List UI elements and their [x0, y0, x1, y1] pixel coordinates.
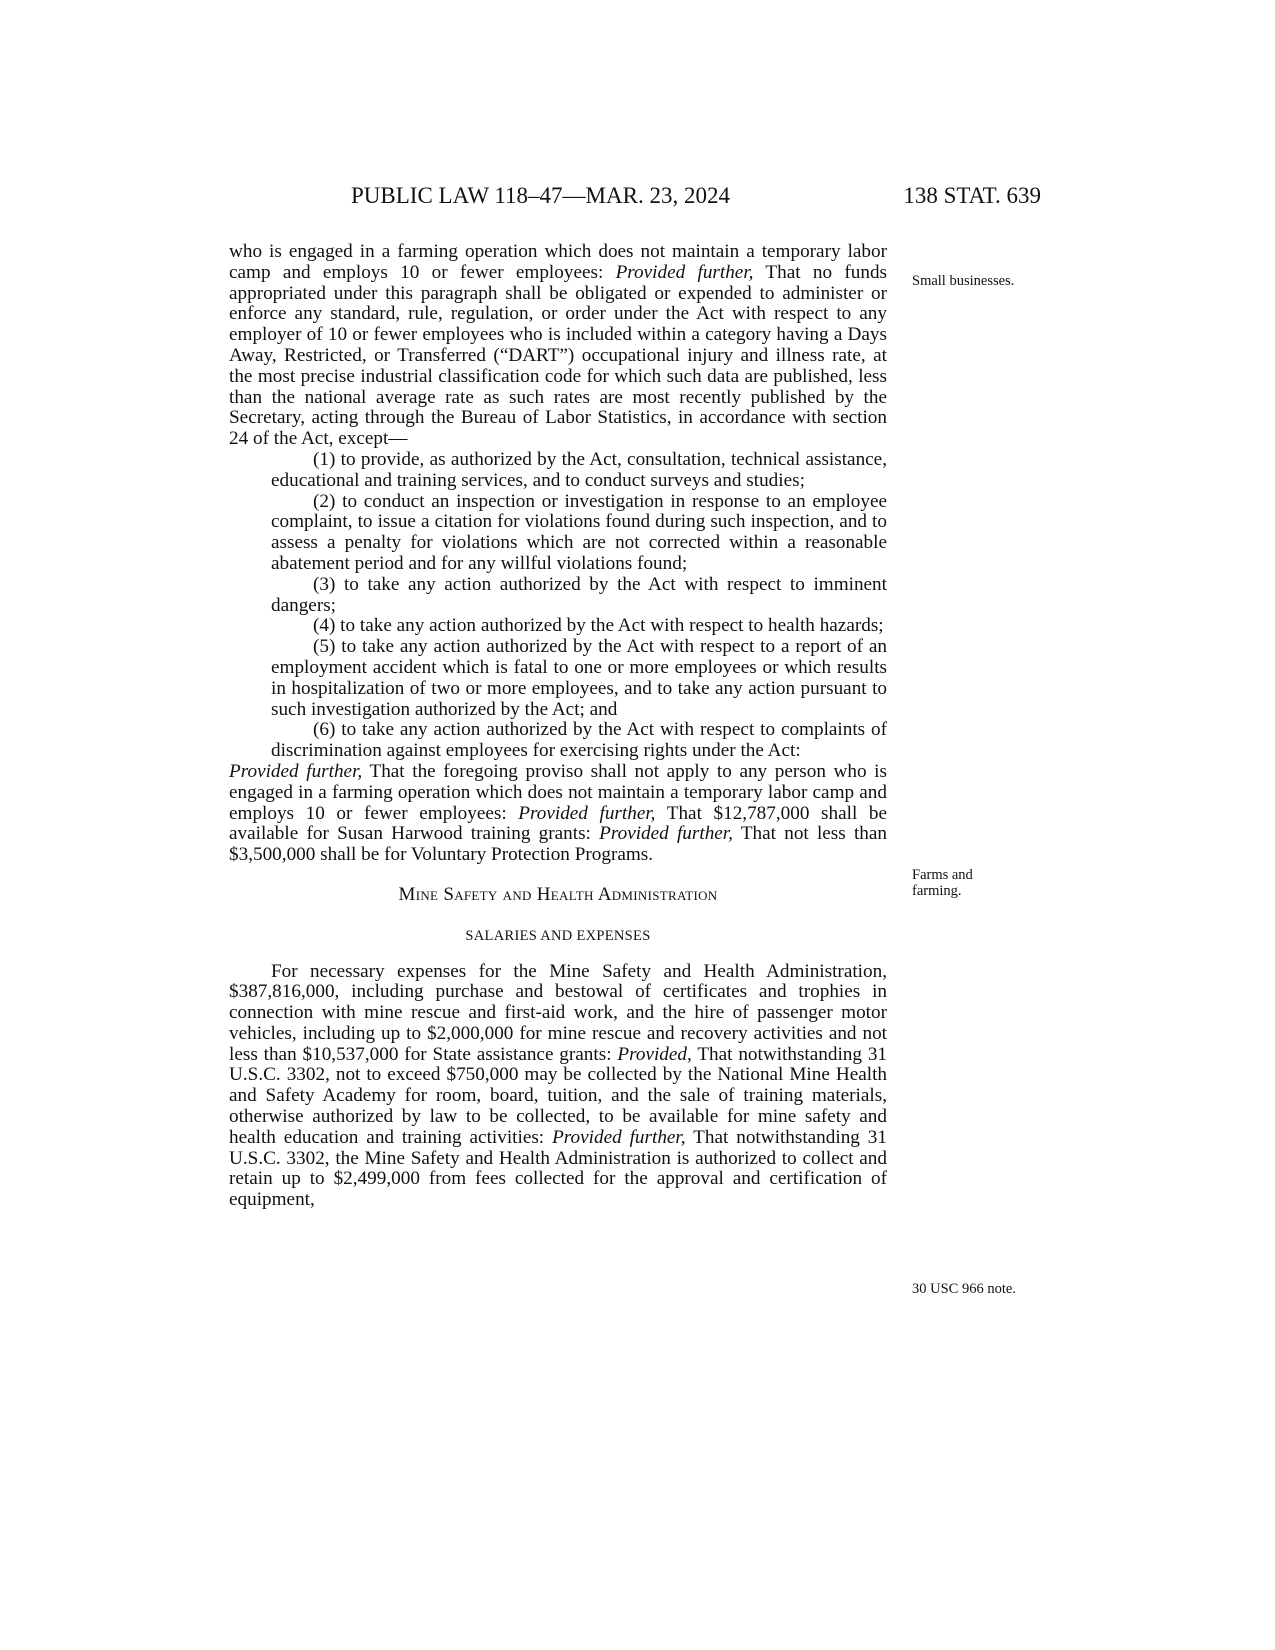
proviso-italic: Provided further, — [552, 1126, 686, 1148]
text-run: who is engaged in a farming operation which does not maintain a temporary labor camp and employs 10 or fewer employees: — [229, 241, 887, 283]
list-item-3: (3) to take any action authorized by the Act with respect to imminent dangers; — [271, 573, 887, 616]
text-run: That not less than $3,500,000 shall be for Voluntary Protection Programs. — [229, 823, 888, 866]
proviso-italic: Provided, — [617, 1043, 692, 1065]
paragraph-continuation — [229, 242, 887, 450]
text-run: That notwithstanding 31 U.S.C. 3302, not to exceed $750,000 may be collected by the National Mine Health and Safety Academy for room, board, tuition, and the sale of training materials, otherwise authorized by law to be collected, to be available for mine safety and health education and training activities: — [229, 1043, 888, 1148]
agency-heading — [229, 885, 887, 906]
margin-note-usc: 30 USC 966 note. — [912, 1281, 1016, 1297]
text-run: That $12,787,000 shall be available for Susan Harwood training grants: — [229, 802, 888, 845]
list-item-2: (2) to conduct an inspection or investigation in response to an employee complaint, to issue a citation for violations found during such inspection, and to assess a penalty for violations which are not corrected within a reasonable abatement period and for any willful violations found; — [271, 490, 887, 574]
margin-note-farms-line1: Farms and — [912, 867, 973, 883]
proviso-italic: Provided further, — [615, 261, 754, 283]
body-text — [229, 242, 887, 1211]
stat-page-number: 138 STAT. 639 — [903, 183, 1041, 208]
public-law-title: PUBLIC LAW 118–47—MAR. 23, 2024 — [351, 183, 730, 208]
proviso-italic: Provided further, — [518, 802, 656, 824]
paragraph-mine-safety — [229, 962, 887, 1212]
agency-heading-text: Mine Safety and Health Administration — [398, 883, 718, 905]
text-run: That notwithstanding 31 U.S.C. 3302, the Mine Safety and Health Administration is authorized to collect and retain up to $2,499,000 from fees collected for the approval and certification of equipment, — [229, 1126, 887, 1211]
text-run: For necessary expenses for the Mine Safety and Health Administration, $387,816,000, including purchase and bestowal of certificates and trophies in connection with mine rescue and first-aid work, and the hire of passenger motor vehicles, including up to $2,000,000 for mine rescue and recovery activities and not less than $10,537,000 for State assistance grants: — [229, 960, 887, 1065]
list-item-1: (1) to provide, as authorized by the Act, consultation, technical assistance, educational and training services, and to conduct surveys and studies; — [271, 448, 887, 491]
text-run: That the foregoing proviso shall not apply to any person who is engaged in a farming operation which does not maintain a temporary labor camp and employs 10 or fewer employees: — [229, 760, 887, 824]
proviso-italic: Provided further, — [229, 760, 363, 782]
text-run: That no funds appropriated under this paragraph shall be obligated or expended to administer or enforce any standard, rule, regulation, or order under the Act with respect to any employer of 10 or fewer employees who is included within a category having a Days Away, Restricted, or Transferred (“DART”) occupational injury and illness rate, at the most precise industrial classification code for which such data are published, less than the national average rate as such rates are most recently published by the Secretary, acting through the Bureau of Labor Statistics, in accordance with section 24 of the Act, except— — [229, 261, 887, 450]
list-item-6: (6) to take any action authorized by the Act with respect to complaints of discrimination against employees for exercising rights under the Act: — [271, 719, 887, 762]
account-heading: SALARIES AND EXPENSES — [465, 927, 651, 944]
list-item-4: (4) to take any action authorized by the Act with respect to health hazards; — [313, 615, 884, 637]
margin-note-farms — [912, 867, 973, 899]
paragraph-proviso — [229, 762, 887, 866]
page-header — [229, 183, 1041, 215]
proviso-italic: Provided further, — [599, 823, 733, 845]
margin-note-small-businesses: Small businesses. — [912, 273, 1015, 289]
spacer — [229, 947, 887, 962]
margin-note-farms-line2: farming. — [912, 883, 962, 899]
list-item-5: (5) to take any action authorized by the Act with respect to a report of an employment accident which is fatal to one or more employees or which results in hospitalization of two or more employees, and to take any action pursuant to such investigation authorized by the Act; and — [271, 636, 887, 720]
